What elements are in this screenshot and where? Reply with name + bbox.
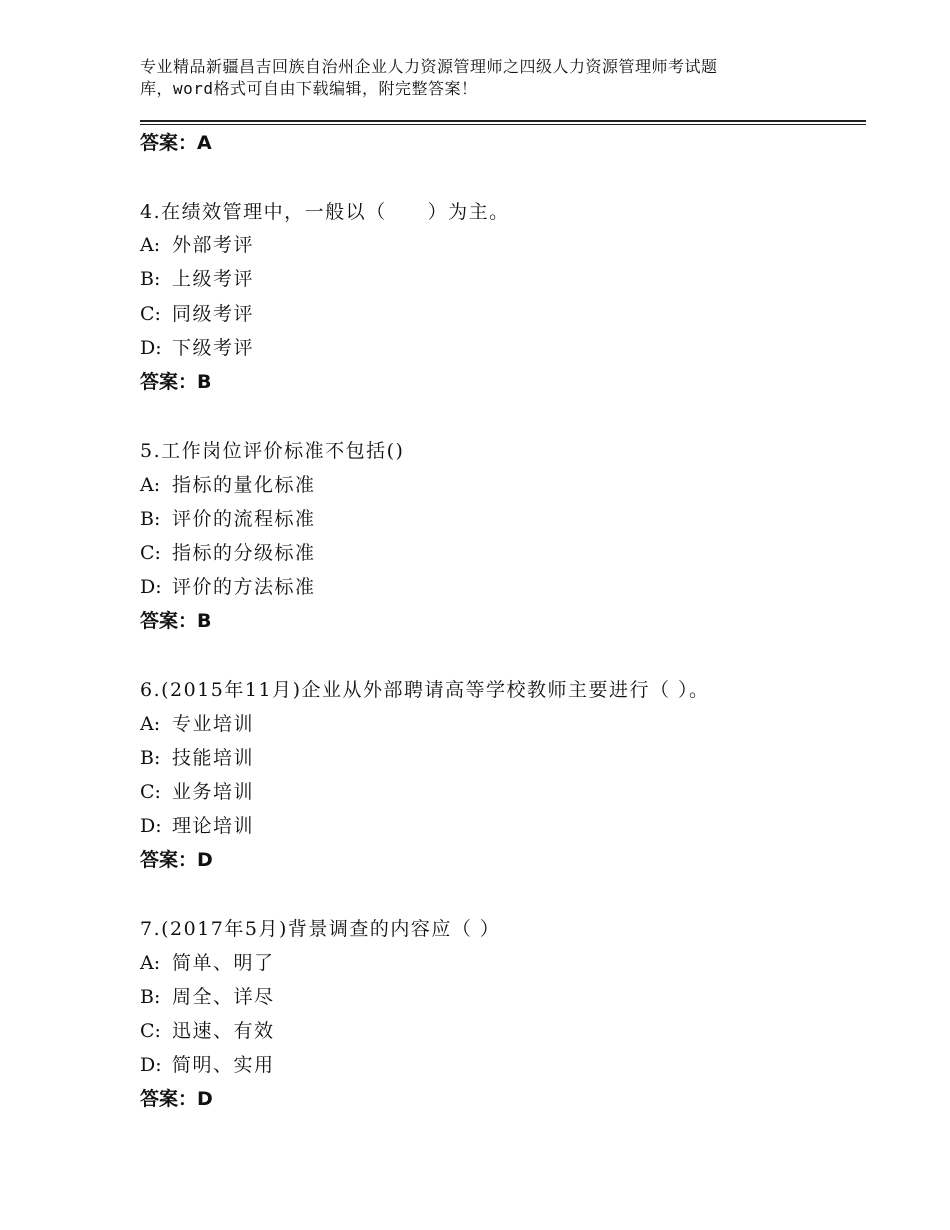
answer-line: 答案：B [140,371,212,393]
option-a: A: 外部考评 [140,234,255,256]
question-6: 6.(2015年11月)企业从外部聘请高等学校教师主要进行（ ）。 [140,679,710,701]
option-c: C: 迅速、有效 [140,1020,275,1042]
option-c: C: 指标的分级标准 [140,542,316,564]
answer-line: 答案：D [140,1088,213,1110]
document-header [140,56,820,100]
option-c: C: 同级考评 [140,303,255,325]
option-b: B: 评价的流程标准 [140,508,316,530]
option-b: B: 上级考评 [140,268,255,290]
answer-line: 答案：B [140,610,212,632]
question-5: 5.工作岗位评价标准不包括() [140,440,405,462]
question-4: 4.在绩效管理中，一般以（ ）为主。 [140,201,510,223]
option-a: A: 指标的量化标准 [140,474,316,496]
answer-line: 答案：D [140,849,213,871]
header-divider-thick [140,120,866,122]
answer-line: 答案：A [140,132,212,154]
question-7: 7.(2017年5月)背景调查的内容应（ ） [140,918,501,940]
header-divider-thin [140,124,866,125]
option-d: D: 简明、实用 [140,1054,275,1076]
option-d: D: 理论培训 [140,815,255,837]
option-b: B: 周全、详尽 [140,986,275,1008]
option-a: A: 专业培训 [140,713,255,735]
header-line-1: 专业精品新疆昌吉回族自治州企业人力资源管理师之四级人力资源管理师考试题 [140,57,718,76]
option-a: A: 简单、明了 [140,952,275,974]
option-c: C: 业务培训 [140,781,255,803]
option-d: D: 评价的方法标准 [140,576,316,598]
option-b: B: 技能培训 [140,747,255,769]
option-d: D: 下级考评 [140,337,255,359]
header-line-2: 库，word格式可自由下载编辑，附完整答案！ [140,79,478,98]
